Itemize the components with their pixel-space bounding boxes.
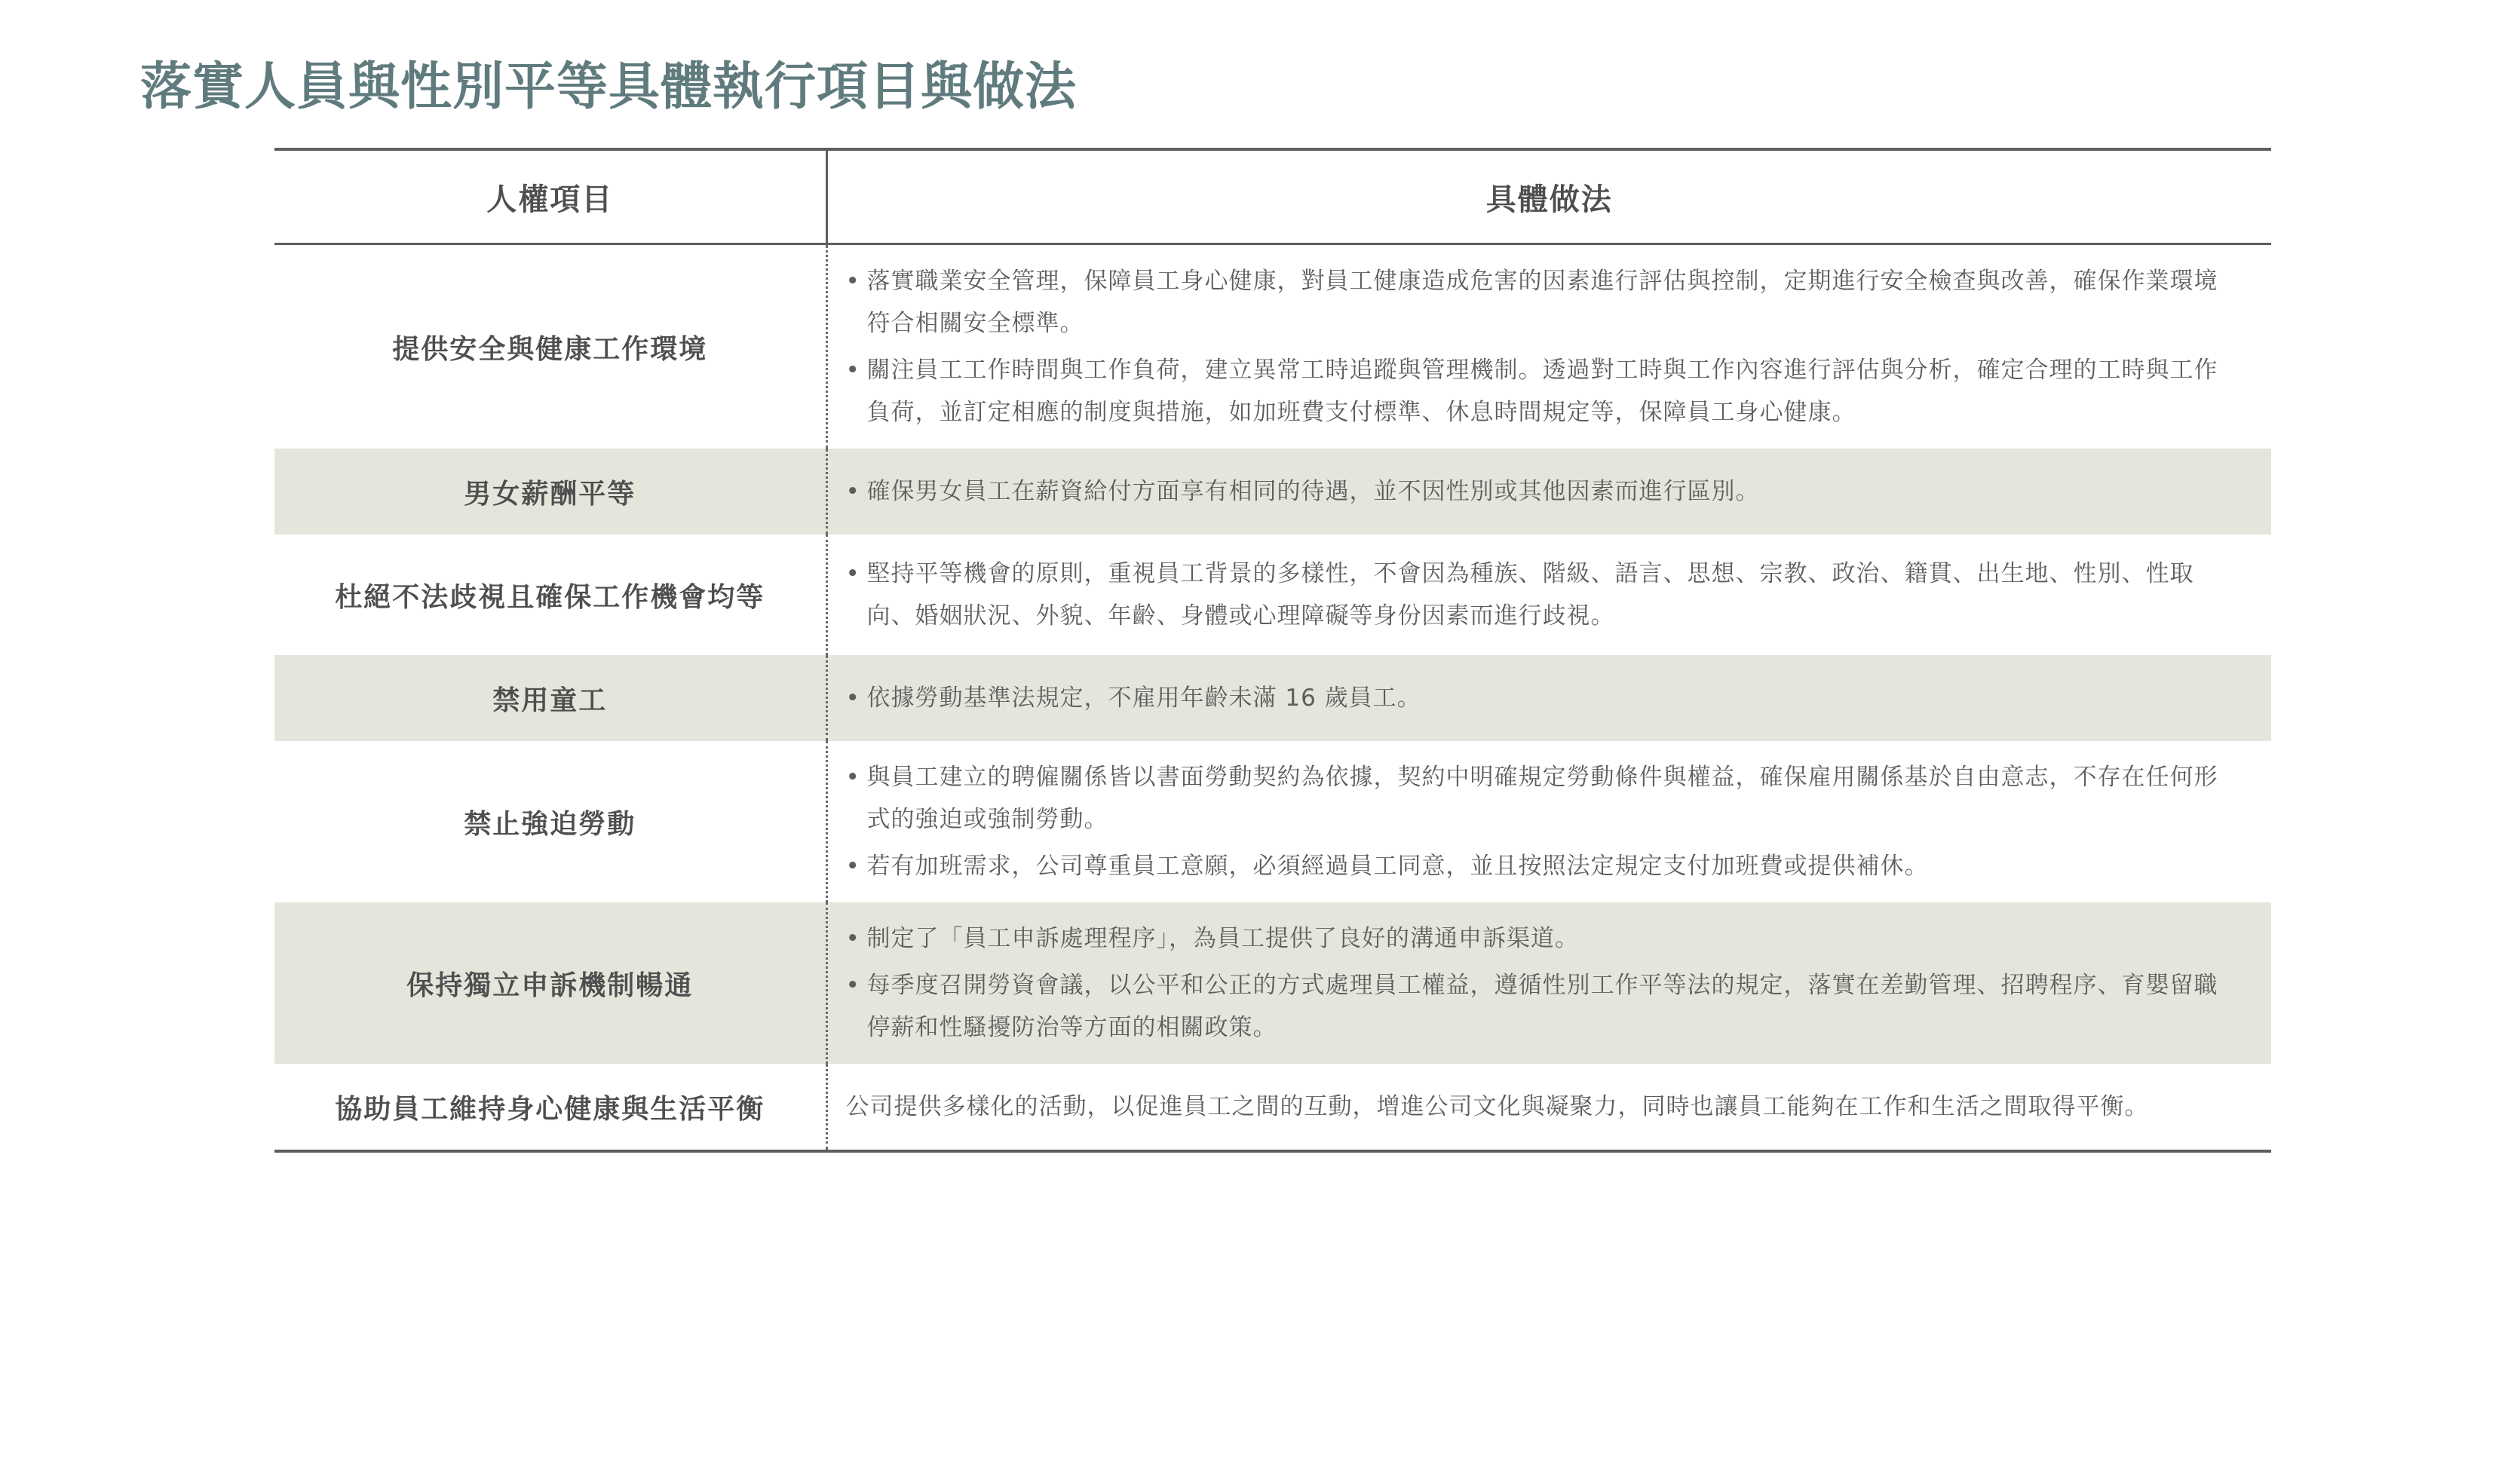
table-row bbox=[274, 534, 2271, 655]
bullet-icon: • bbox=[845, 268, 860, 295]
concrete-practice-cell bbox=[826, 449, 2271, 534]
practice-text: 若有加班需求，公司尊重員工意願，必須經過員工同意，並且按照法定規定支付加班費或提供補休。 bbox=[866, 853, 1929, 880]
practice-text: 制定了「員工申訴處理程序」，為員工提供了良好的溝通申訴渠道。 bbox=[866, 925, 1579, 952]
human-rights-item-cell: 杜絕不法歧視且確保工作機會均等 bbox=[274, 534, 826, 655]
concrete-practice-cell bbox=[826, 1064, 2271, 1151]
practice-text: 每季度召開勞資會議，以公平和公正的方式處理員工權益，遵循性別工作平等法的規定，落實在差勤管理、招聘程序、育嬰留職停薪和性騷擾防治等方面的相關政策。 bbox=[866, 972, 2218, 1041]
bullet-icon: • bbox=[845, 357, 860, 384]
list-item bbox=[846, 553, 2242, 637]
practice-bullet-list bbox=[846, 756, 2242, 887]
human-rights-item-cell: 男女薪酬平等 bbox=[274, 449, 826, 534]
table-row bbox=[274, 655, 2271, 741]
table-row bbox=[274, 902, 2271, 1064]
bullet-icon: • bbox=[845, 972, 860, 999]
concrete-practice-cell bbox=[826, 655, 2271, 741]
practice-text: 堅持平等機會的原則，重視員工背景的多樣性，不會因為種族、階級、語言、思想、宗教、政治、籍貫、出生地、性別、性取向、婚姻狀況、外貌、年齡、身體或心理障礙等身份因素而進行歧視。 bbox=[866, 560, 2194, 629]
list-item bbox=[846, 917, 2242, 960]
bullet-icon: • bbox=[845, 925, 860, 952]
human-rights-item-cell: 保持獨立申訴機制暢通 bbox=[274, 902, 826, 1064]
list-item bbox=[846, 845, 2242, 887]
header-concrete-practice: 具體做法 bbox=[826, 149, 2271, 244]
practice-text: 公司提供多樣化的活動，以促進員工之間的互動，增進公司文化與凝聚力，同時也讓員工能夠在工作和生活之間取得平衡。 bbox=[845, 1093, 2149, 1120]
practice-bullet-list bbox=[846, 470, 2242, 513]
human-rights-item-cell: 協助員工維持身心健康與生活平衡 bbox=[274, 1064, 826, 1151]
concrete-practice-cell bbox=[826, 534, 2271, 655]
practice-text: 與員工建立的聘僱關係皆以書面勞動契約為依據，契約中明確規定勞動條件與權益，確保雇用關係基於自由意志，不存在任何形式的強迫或強制勞動。 bbox=[866, 764, 2218, 833]
concrete-practice-cell bbox=[826, 741, 2271, 902]
bullet-icon: • bbox=[845, 685, 860, 712]
practice-bullet-list bbox=[846, 917, 2242, 1049]
list-item bbox=[846, 349, 2242, 433]
table-row bbox=[274, 244, 2271, 449]
table-row bbox=[274, 741, 2271, 902]
bullet-icon: • bbox=[845, 853, 860, 880]
page-title: 落實人員與性別平等具體執行項目與做法 bbox=[140, 57, 1078, 117]
header-human-rights-item: 人權項目 bbox=[274, 149, 826, 244]
practice-text: 落實職業安全管理，保障員工身心健康，對員工健康造成危害的因素進行評估與控制，定期進行安全檢查與改善，確保作業環境符合相關安全標準。 bbox=[866, 268, 2218, 337]
table-header-row bbox=[274, 149, 2271, 244]
practice-bullet-list bbox=[846, 677, 2242, 719]
practice-text: 關注員工工作時間與工作負荷，建立異常工時追蹤與管理機制。透過對工時與工作內容進行評估與分析，確定合理的工時與工作負荷，並訂定相應的制度與措施，如加班費支付標準、休息時間規定等，保障員工身心健康。 bbox=[866, 357, 2218, 426]
practice-text: 依據勞動基準法規定，不雇用年齡未滿 16 歲員工。 bbox=[866, 685, 1421, 712]
concrete-practice-cell bbox=[826, 244, 2271, 449]
list-item bbox=[846, 260, 2242, 345]
human-rights-item-cell: 提供安全與健康工作環境 bbox=[274, 244, 826, 449]
concrete-practice-cell bbox=[826, 902, 2271, 1064]
human-rights-item-cell: 禁用童工 bbox=[274, 655, 826, 741]
bullet-icon: • bbox=[845, 560, 860, 587]
practice-bullet-list bbox=[846, 260, 2242, 433]
bullet-icon: • bbox=[845, 764, 860, 791]
list-item bbox=[846, 964, 2242, 1049]
human-rights-table bbox=[274, 148, 2271, 1153]
list-item bbox=[846, 756, 2242, 841]
practice-text: 確保男女員工在薪資給付方面享有相同的待遇，並不因性別或其他因素而進行區別。 bbox=[866, 478, 1760, 505]
human-rights-item-cell: 禁止強迫勞動 bbox=[274, 741, 826, 902]
bullet-icon: • bbox=[845, 478, 860, 505]
table-row bbox=[274, 1064, 2271, 1151]
list-item bbox=[846, 470, 2242, 513]
list-item bbox=[846, 677, 2242, 719]
practice-bullet-list bbox=[846, 553, 2242, 637]
table-row bbox=[274, 449, 2271, 534]
